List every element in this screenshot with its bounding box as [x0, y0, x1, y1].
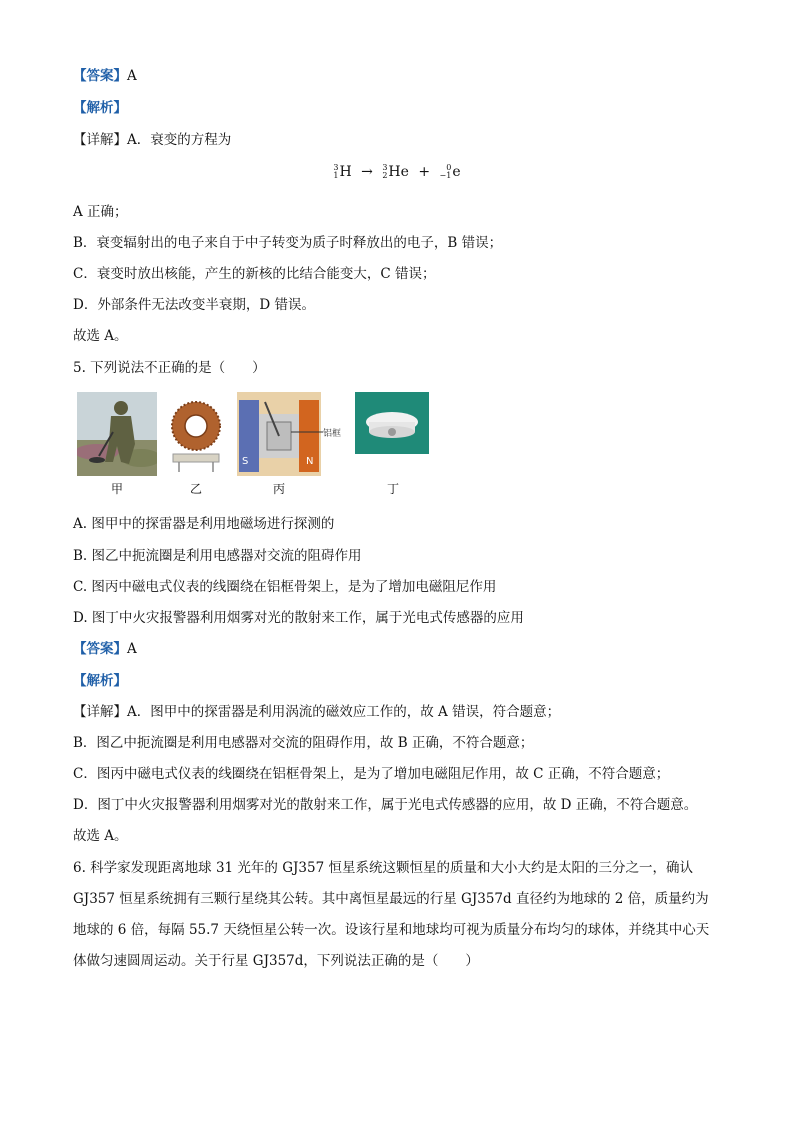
q4-analysis: [73, 98, 127, 118]
electron: [440, 164, 461, 180]
q5-analysis: [73, 671, 127, 691]
q4-line: B．衰变辐射出的电子来自于中子转变为质子时释放出的电子，B 错误；: [73, 235, 503, 251]
mass-number: 3: [333, 163, 339, 172]
element-symbol: He: [388, 164, 409, 180]
q5-option-d: D. 图丁中火灾报警器利用烟雾对光的散射来工作，属于光电式传感器的应用: [73, 610, 524, 626]
q6-line: 体做匀速圆周运动。关于行星 GJ357d，下列说法正确的是（ ）: [73, 953, 479, 969]
q4-line: C．衰变时放出核能，产生的新核的比结合能变大，C 错误；: [73, 266, 436, 282]
caption-bing: 丙: [272, 482, 285, 496]
q5-detail-first: [73, 702, 560, 722]
answer-tag: 【答案】: [73, 641, 127, 657]
caption-yi: 乙: [189, 482, 202, 496]
q5-detail-line: 故选 A。: [73, 828, 128, 844]
analysis-tag: 【解析】: [73, 673, 127, 689]
q4-answer: [73, 66, 137, 86]
q6-line: GJ357 恒星系统拥有三颗行星绕其公转。其中离恒星最远的行星 GJ357d 直径约为地球的 2 倍，质量约为: [73, 891, 709, 907]
q4-line: D．外部条件无法改变半衰期，D 错误。: [73, 297, 315, 313]
decay-equation: [0, 164, 794, 180]
q5-detail-line: C．图丙中磁电式仪表的线圈绕在铝框骨架上，是为了增加电磁阻尼作用，故 C 正确，不符合题意；: [73, 766, 670, 782]
answer-value: A: [127, 68, 137, 84]
q5-option-c: C. 图丙中磁电式仪表的线圈绕在铝框骨架上，是为了增加电磁阻尼作用: [73, 579, 497, 595]
tritium-nuclide: [333, 164, 351, 180]
mass-number: 3: [382, 163, 388, 172]
detail-text: A．图甲中的探雷器是利用涡流的磁效应工作的，故 A 错误，符合题意；: [127, 704, 561, 720]
helium-nuclide: [382, 164, 409, 180]
q6-line: 地球的 6 倍，每隔 55.7 天绕恒星公转一次。设该行星和地球均可视为质量分布均匀的球体，并绕其中心天: [73, 922, 710, 938]
q5-option-a: A. 图甲中的探雷器是利用地磁场进行探测的: [73, 516, 335, 532]
smoke-detector-image: [355, 392, 429, 454]
charge-number: −1: [439, 171, 452, 180]
element-symbol: e: [452, 164, 461, 180]
aluminum-frame-label: 铝框: [323, 429, 342, 439]
q5-option-b: B. 图乙中扼流圈是利用电感器对交流的阻碍作用: [73, 548, 362, 564]
detail-text: A．衰变的方程为: [127, 132, 232, 148]
detail-tag: 【详解】: [73, 704, 127, 720]
choke-coil-image: [165, 392, 227, 476]
q5-stem: 5. 下列说法不正确的是（ ）: [73, 360, 266, 376]
q4-detail: [73, 130, 231, 150]
mass-number: 0: [446, 163, 452, 172]
q4-line: 故选 A。: [73, 328, 128, 344]
north-pole-label: N: [306, 456, 314, 467]
answer-value: A: [127, 641, 137, 657]
caption-jia: 甲: [110, 482, 123, 496]
q5-figures: [73, 392, 453, 502]
atomic-number: 1: [333, 171, 339, 180]
plus-sign: +: [418, 164, 431, 180]
detail-tag: 【详解】: [73, 132, 127, 148]
arrow: →: [361, 164, 373, 180]
q5-answer: [73, 639, 137, 659]
q4-line: A 正确；: [73, 204, 128, 220]
q6-line: 6. 科学家发现距离地球 31 光年的 GJ357 恒星系统这颗恒星的质量和大小大约是太阳的三分之一，确认: [73, 860, 693, 876]
analysis-tag: 【解析】: [73, 100, 127, 116]
answer-tag: 【答案】: [73, 68, 127, 84]
q5-detail-line: D．图丁中火灾报警器利用烟雾对光的散射来工作，属于光电式传感器的应用，故 D 正确，不符合题意。: [73, 797, 698, 813]
atomic-number: 2: [382, 171, 388, 180]
element-symbol: H: [339, 164, 352, 180]
q5-detail-line: B．图乙中扼流圈是利用电感器对交流的阻碍作用，故 B 正确，不符合题意；: [73, 735, 534, 751]
moving-coil-meter-image: [237, 392, 347, 476]
south-pole-label: S: [242, 456, 249, 467]
mine-detector-photo: [77, 392, 157, 476]
caption-ding: 丁: [386, 482, 399, 496]
